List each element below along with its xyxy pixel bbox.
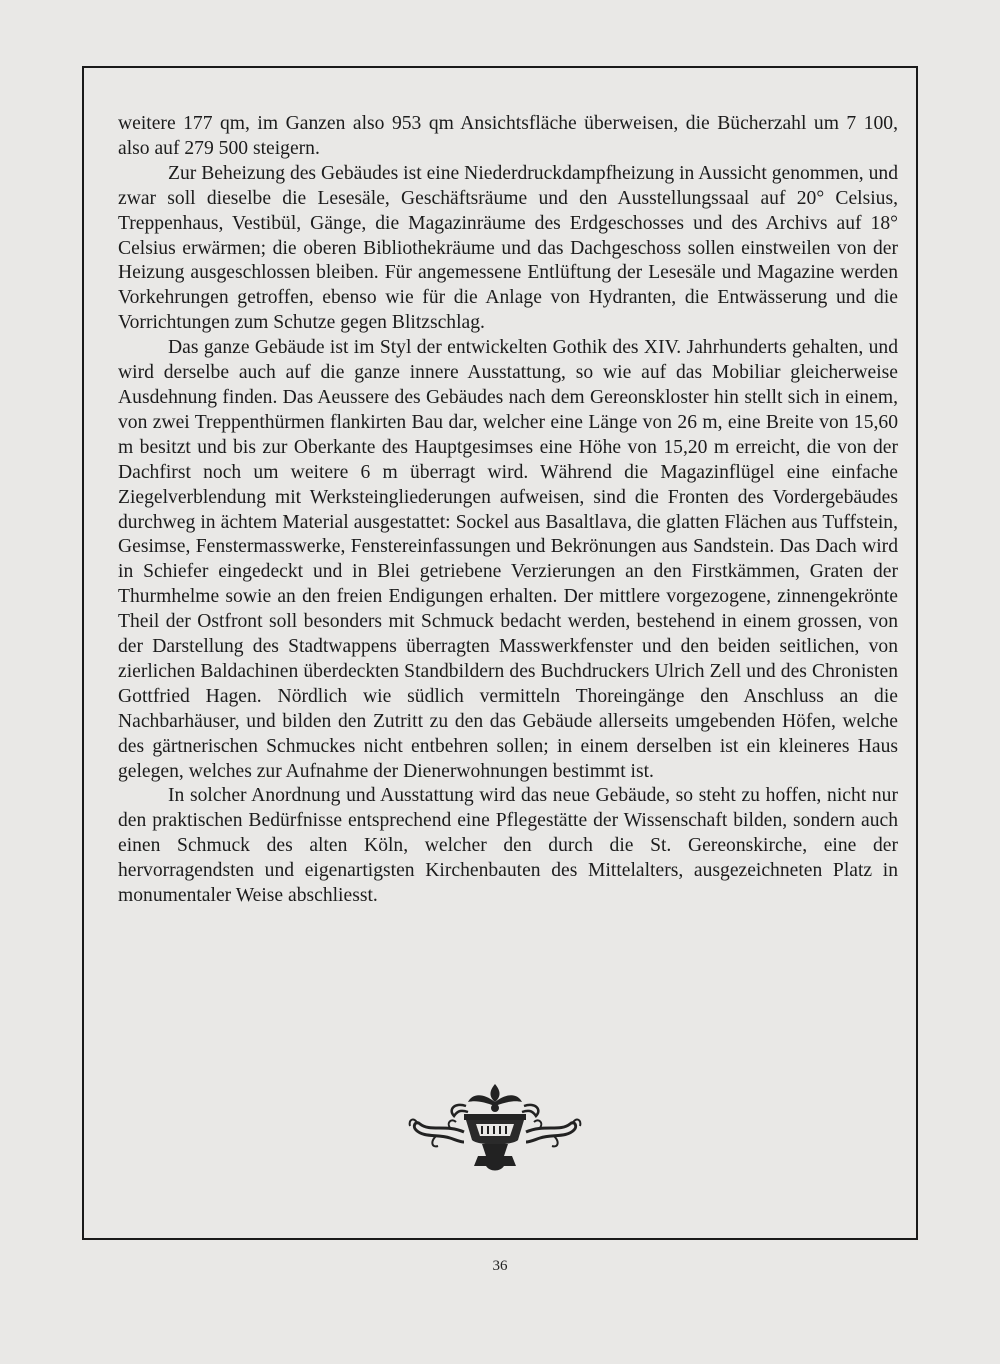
body-text bbox=[118, 112, 898, 909]
floral-vase-ornament-icon bbox=[406, 1076, 584, 1176]
paragraph-architecture: Das ganze Gebäude ist im Styl der entwickelten Gothik des XIV. Jahrhunderts gehalten, und wird derselbe auch auf die ganze innere Ausstattung, so wie auf das Mobiliar gleicherweise Ausdehnung finden. Das Aeussere des Gebäudes nach dem Gereonskloster hin stellt sich in einem, von zwei Treppenthürmen flankirten Bau dar, welcher eine Länge von 26 m, eine Breite von 15,60 m besitzt und bis zur Oberkante des Hauptgesimses eine Höhe von 15,20 m erreicht, die von der Dachfirst noch um weitere 6 m überragt wird. Während die Magazinflügel eine einfache Ziegelverblendung mit Werksteingliederungen aufweisen, sind die Fronten des Vordergebäudes durchweg in ächtem Material ausgestattet: Sockel aus Basaltlava, die glatten Flächen aus Tuffstein, Gesimse, Fenstermasswerke, Fenstereinfassungen und Bekrönungen aus Sandstein. Das Dach wird in Schiefer eingedeckt und in Blei getriebene Verzierungen an den Firstkämmen, Graten der Thurmhelme sowie an den freien Endigungen erhalten. Der mittlere vorgezogene, zinnengekrönte Theil der Ostfront soll besonders mit Schmuck bedacht werden, bestehend in einem grossen, von der Darstellung des Stadtwappens überragten Masswerkfenster und den beiden seitlichen, von zierlichen Baldachinen überdeckten Standbildern des Buchdruckers Ulrich Zell und des Chronisten Gottfried Hagen. Nördlich wie südlich vermitteln Thoreingänge den Anschluss an die Nachbarhäuser, und bilden den Zutritt zu den das Gebäude allerseits umgebenden Höfen, welche des gärtnerischen Schmuckes nicht entbehren sollen; in einem derselben ist ein kleineres Haus gelegen, welches zur Aufnahme der Dienerwohnungen bestimmt ist. bbox=[118, 337, 898, 782]
paragraph-heating: Zur Beheizung des Gebäudes ist eine Niederdruckdampfheizung in Aussicht genommen, und zwar soll dieselbe die Lesesäle, Geschäftsräume und den Ausstellungssaal auf 20° Celsius, Treppenhaus, Vestibül, Gänge, die Magazinräume des Erdgeschosses und des Archivs auf 18° Celsius erwärmen; die oberen Bibliothekräume und das Dachgeschoss sollen einstweilen von der Heizung ausgeschlossen bleiben. Für angemessene Entlüftung der Lesesäle und Magazine werden Vorkehrungen getroffen, ebenso wie für die Anlage von Hydranten, die Entwässerung und die Vorrichtungen zum Schutze gegen Blitzschlag. bbox=[118, 162, 898, 334]
page-number: 36 bbox=[492, 1258, 508, 1274]
paragraph-continuation: weitere 177 qm, im Ganzen also 953 qm Ansichtsfläche überweisen, die Bücherzahl um 7 100, also auf 279 500 steigern. bbox=[118, 113, 898, 159]
paragraph-conclusion: In solcher Anordnung und Ausstattung wird das neue Gebäude, so steht zu hoffen, nicht nur den praktischen Bedürfnisse entsprechend eine Pflegestätte der Wissenschaft bilden, sondern auch einen Schmuck des alten Köln, welcher den durch die St. Gereonskirche, eine der hervorragendsten und eigenartigsten Kirchenbauten des Mittelalters, ausgezeichneten Platz in monumentaler Weise abschliesst. bbox=[118, 785, 898, 907]
